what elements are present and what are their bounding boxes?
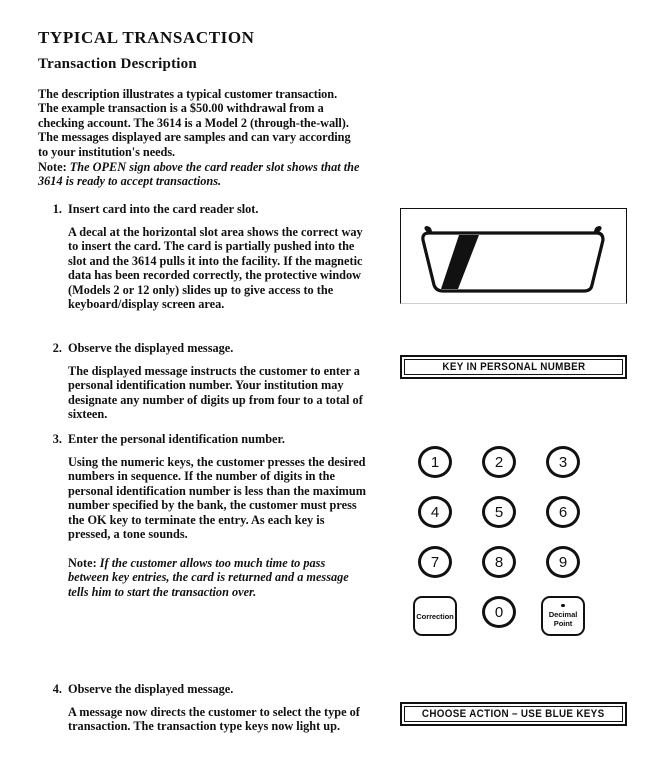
numeric-keypad-figure <box>418 446 618 641</box>
decimal-point-dot-icon <box>561 604 565 608</box>
decimal-point-label-line1: Decimal <box>548 610 578 620</box>
note-label: Note: <box>38 160 67 174</box>
step-1-number: 1. <box>52 202 62 216</box>
intro-paragraph: The description illustrates a typical customer transaction. The example transaction is a $50.00 withdrawal from a checking account. The 3614 is a Model 2 (through-the-wall). The messages displayed are samples and can vary according to your institution's needs. <box>38 87 351 159</box>
keypad-key-9[interactable]: 9 <box>546 546 580 578</box>
display-message-2: CHOOSE ACTION – USE BLUE KEYS <box>422 708 605 720</box>
decimal-point-label-line2: Point <box>553 619 573 629</box>
note-text-2: If the customer allows too much time to pass between key entries, the card is returned and a message tells him to start the transaction over. <box>68 556 349 599</box>
step-3-body: Using the numeric keys, the customer presses the desired numbers in sequence. If the number of digits in the personal identification number is less than the maximum number specified by the bank, the customer must press the OK key to terminate the entry. As each key is pressed, a tone sounds. <box>68 455 366 542</box>
keypad-key-4[interactable]: 4 <box>418 496 452 528</box>
card-reader-figure <box>400 208 627 304</box>
display-message-1: KEY IN PERSONAL NUMBER <box>441 361 586 373</box>
page-title: TYPICAL TRANSACTION <box>38 28 255 47</box>
display-screen-choose-action <box>400 702 627 726</box>
keypad-key-8[interactable]: 8 <box>482 546 516 578</box>
step-1-body: A decal at the horizontal slot area shows the correct way to insert the card. The card is partially pushed into the slot and the 3614 pulls it into the facility. If the magnetic data has been recorded correctly, the protective window (Models 2 or 12 only) slides up to give access to the keyboard/display screen area. <box>68 225 363 312</box>
step-1-title: Insert card into the card reader slot. <box>68 202 259 216</box>
note-timeout <box>68 556 368 599</box>
note-label-2: Note: <box>68 556 97 570</box>
note-open-sign <box>38 160 368 189</box>
section-heading: Transaction Description <box>38 56 197 72</box>
keypad-key-correction[interactable]: Correction <box>413 596 457 636</box>
keypad-key-decimal-point[interactable] <box>541 596 585 636</box>
step-2-title: Observe the displayed message. <box>68 341 234 355</box>
step-3-title: Enter the personal identification number. <box>68 432 285 446</box>
step-3-number: 3. <box>52 432 62 446</box>
step-2-number: 2. <box>52 341 62 355</box>
display-screen-key-in-personal-number <box>400 355 627 379</box>
keypad-key-6[interactable]: 6 <box>546 496 580 528</box>
keypad-key-7[interactable]: 7 <box>418 546 452 578</box>
step-2-body: The displayed message instructs the customer to enter a personal identification number. Your institution may designate any number of digits up from four to a total of sixteen. <box>68 364 363 422</box>
keypad-key-2[interactable]: 2 <box>482 446 516 478</box>
step-4-body: A message now directs the customer to select the type of transaction. The transaction type keys now light up. <box>68 705 360 734</box>
keypad-key-3[interactable]: 3 <box>546 446 580 478</box>
step-4-title: Observe the displayed message. <box>68 682 234 696</box>
card-insertion-diagram <box>401 209 628 305</box>
notch-right <box>594 226 602 233</box>
keypad-key-0[interactable]: 0 <box>482 596 516 628</box>
note-text: The OPEN sign above the card reader slot shows that the 3614 is ready to accept transactions. <box>38 160 360 189</box>
keypad-key-5[interactable]: 5 <box>482 496 516 528</box>
step-4-number: 4. <box>52 682 62 696</box>
keypad-key-1[interactable]: 1 <box>418 446 452 478</box>
